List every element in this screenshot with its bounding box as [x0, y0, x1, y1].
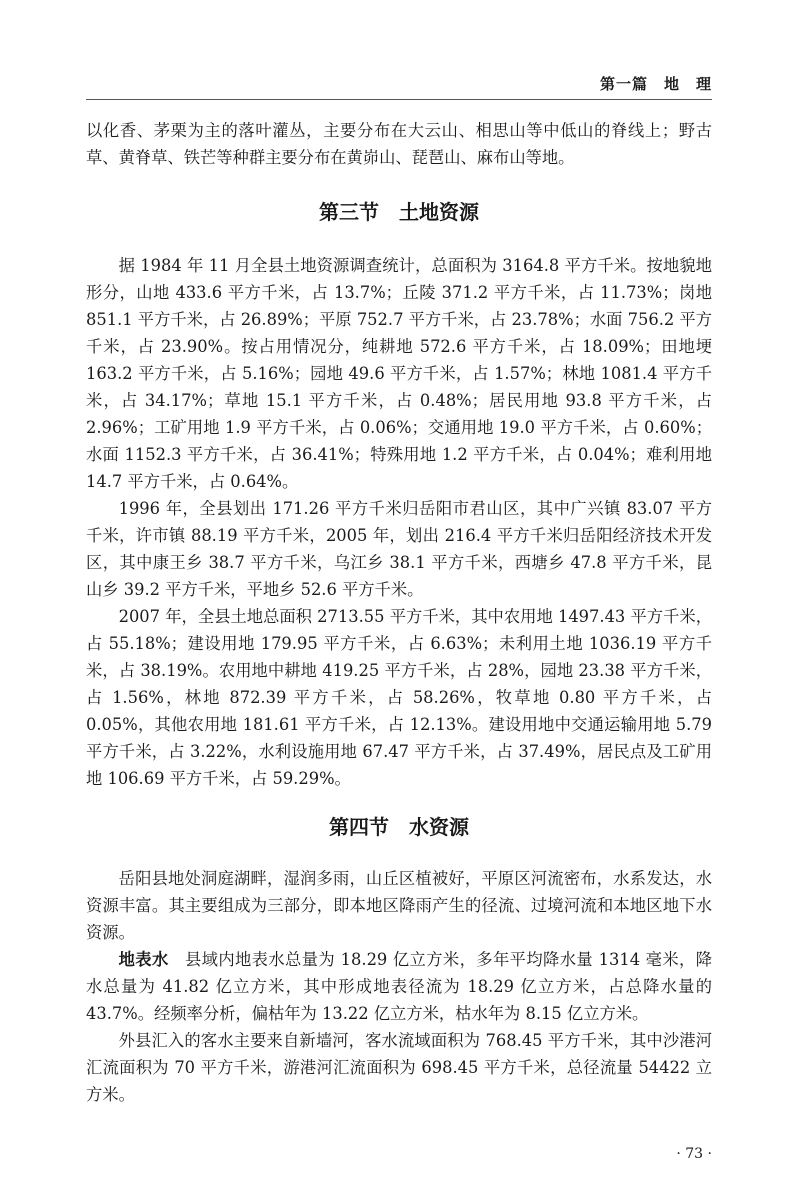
continued-paragraph: 以化香、茅栗为主的落叶灌丛，主要分布在大云山、相思山等中低山的脊线上；野古草、黄脊草、铁芒等种群主要分布在黄峁山、琵琶山、麻布山等地。: [86, 121, 712, 167]
paragraph: 外县汇入的客水主要来自新墙河，客水流域面积为 768.45 平方千米，其中沙港河汇流面积为 70 平方千米，游港河汇流面积为 698.45 平方千米，总径流量 54422 立方米。: [86, 1031, 712, 1104]
paragraph: 岳阳县地处洞庭湖畔，湿润多雨，山丘区植被好，平原区河流密布，水系发达，水资源丰富。其主要组成为三部分，即本地区降雨产生的径流、过境河流和本地区地下水资源。: [86, 869, 712, 942]
running-header: 第一篇 地 理: [599, 75, 712, 93]
paragraph: 1996 年，全县划出 171.26 平方千米归岳阳市君山区，其中广兴镇 83.07 平方千米，许市镇 88.19 平方千米，2005 年，划出 216.4 平方千米归岳阳经济技术开发区，其中康王乡 38.7 平方千米，乌江乡 38.1 平方千米，西塘乡 47.8 平方千米，昆山乡 39.2 平方千米，平地乡 52.6 平方千米。: [86, 499, 712, 599]
paragraph-text: 县域内地表水总量为 18.29 亿立方米，多年平均降水量 1314 毫米，降水总量为 41.82 亿立方米，其中形成地表径流为 18.29 亿立方米，占总降水量的 43.7%。经频率分析，偏枯年为 13.22 亿立方米，枯水年为 8.15 亿立方米。: [86, 950, 712, 1023]
paragraph: 据 1984 年 11 月全县土地资源调查统计，总面积为 3164.8 平方千米。按地貌地形分，山地 433.6 平方千米，占 13.7%；丘陵 371.2 平方千米，占 11.73%；岗地 851.1 平方千米，占 26.89%；平原 752.7 平方千米，占 23.78%；水面 756.2 平方千米，占 23.90%。按占用情况分，纯耕地 572.6 平方千米，占 18.09%；田地埂 163.2 平方千米，占 5.16%；园地 49.6 平方千米，占 1.57%；林地 1081.4 平方千米，占 34.17%；草地 15.1 平方千米，占 0.48%；居民用地 93.8 平方千米，占 2.96%；工矿用地 1.9 平方千米，占 0.06%；交通用地 19.0 平方千米，占 0.60%；水面 1152.3 平方千米，占 36.41%；特殊用地 1.2 平方千米，占 0.04%；难利用地 14.7 平方千米，占 0.64%。: [86, 256, 712, 491]
paragraph-surface-water: [86, 946, 712, 1027]
page-number: · 73 ·: [676, 1146, 712, 1162]
header-rule: [86, 99, 712, 100]
paragraph: 2007 年，全县土地总面积 2713.55 平方千米，其中农用地 1497.43 平方千米，占 55.18%；建设用地 179.95 平方千米，占 6.63%；未利用土地 1036.19 平方千米，占 38.19%。农用地中耕地 419.25 平方千米，占 28%，园地 23.38 平方千米，占 1.56%，林地 872.39 平方千米，占 58.26%，牧草地 0.80 平方千米，占 0.05%，其他农用地 181.61 平方千米，占 12.13%。建设用地中交通运输用地 5.79 平方千米，占 3.22%，水利设施用地 67.47 平方千米，占 37.49%，居民点及工矿用地 106.69 平方千米，占 59.29%。: [86, 607, 712, 788]
page-body: [86, 117, 712, 1108]
section-title-water-resources: 第四节 水资源: [329, 815, 469, 839]
section-title-land-resources: 第三节 土地资源: [319, 200, 479, 224]
run-in-heading: 地表水: [118, 950, 169, 969]
